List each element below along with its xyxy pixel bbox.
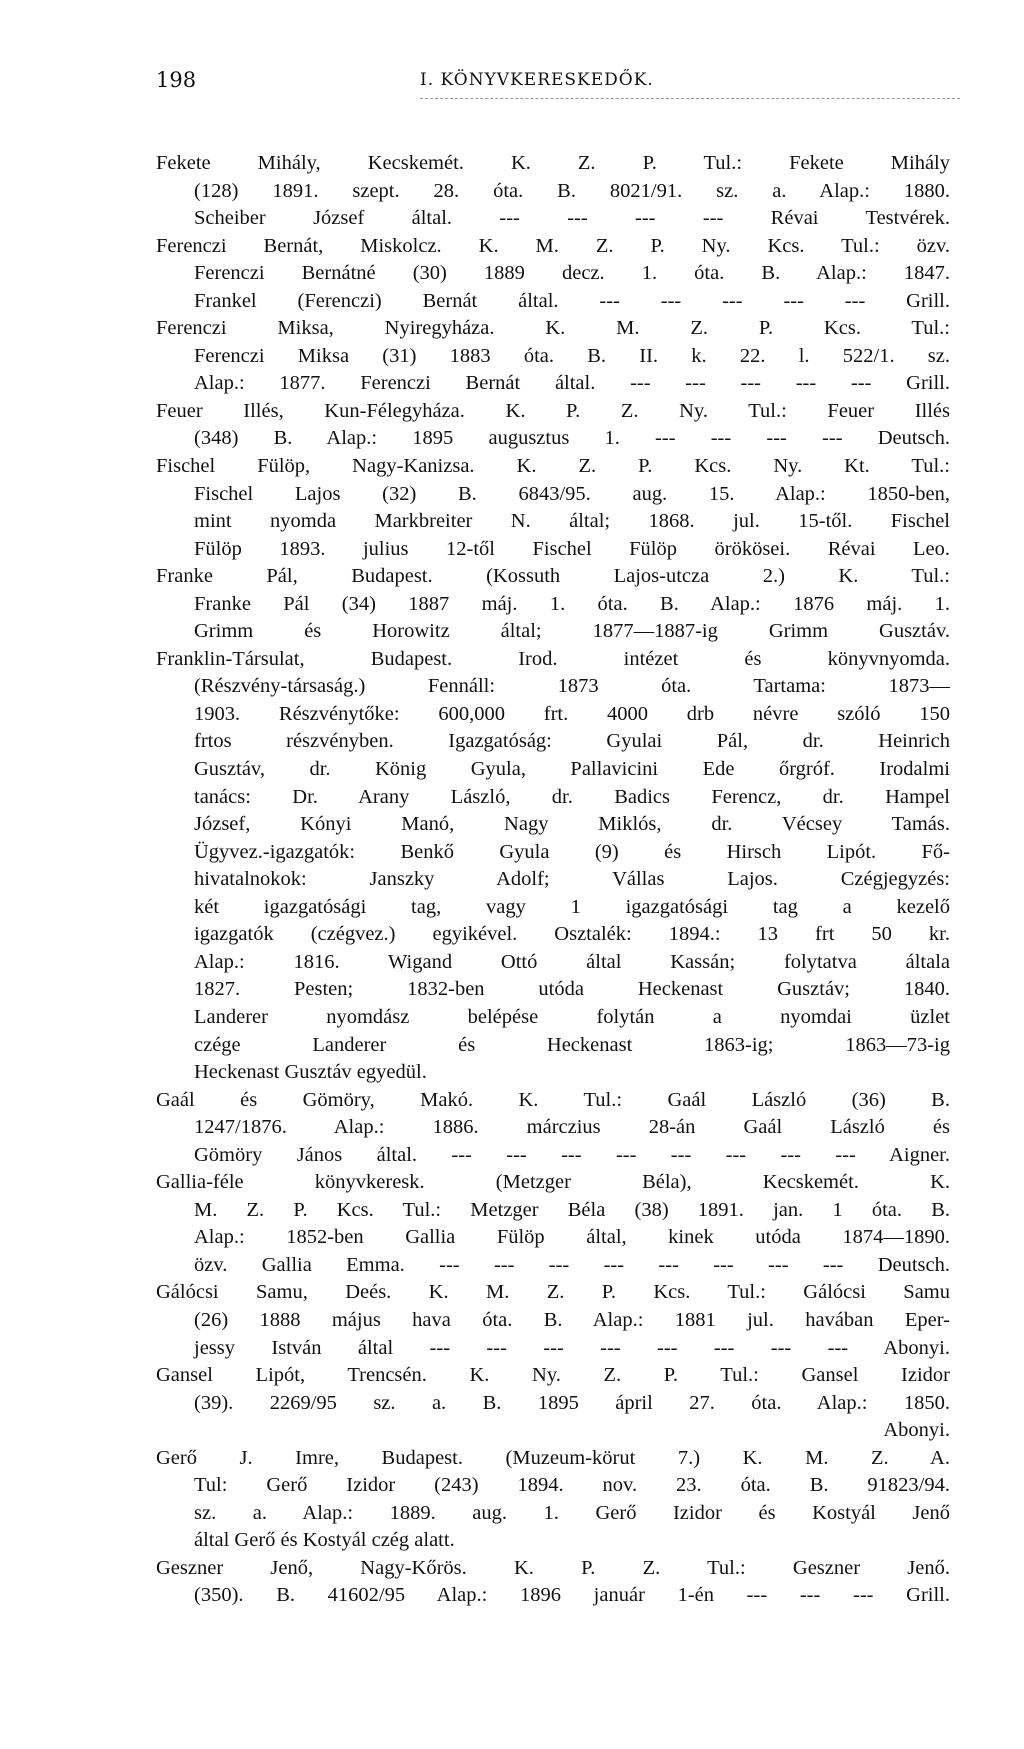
entry-line: özv. Gallia Emma. --- --- --- --- --- --- --- --- Deutsch.: [194, 1253, 950, 1276]
entry-line: Fischel Lajos (32) B. 6843/95. aug. 15. Alap.: 1850-ben,: [194, 482, 950, 505]
entry-line: Heckenast Gusztáv egyedül.: [194, 1061, 427, 1084]
entry-line: jessy István által --- --- --- --- --- --- --- --- Abonyi.: [194, 1336, 950, 1359]
entry-line: József, Kónyi Manó, Nagy Miklós, dr. Vécsey Tamás.: [194, 813, 950, 836]
entry-line: Fischel Fülöp, Nagy-Kanizsa. K. Z. P. Kcs. Ny. Kt. Tul.:: [156, 455, 950, 478]
entry-line: Ferenczi Miksa (31) 1883 óta. B. II. k. 22. l. 522/1. sz.: [194, 344, 950, 367]
entry-line: Gansel Lipót, Trencsén. K. Ny. Z. P. Tul.: Gansel Izidor: [156, 1364, 950, 1387]
entry-line: (128) 1891. szept. 28. óta. B. 8021/91. sz. a. Alap.: 1880.: [194, 179, 950, 202]
entry-line: Grimm és Horowitz által; 1877—1887-ig Grimm Gusztáv.: [194, 620, 950, 643]
page-header: [156, 68, 956, 102]
entry-line: által Gerő és Kostyál czég alatt.: [194, 1529, 455, 1552]
entry-line: czége Landerer és Heckenast 1863-ig; 1863—73-ig: [194, 1033, 950, 1056]
entry-line: Fekete Mihály, Kecskemét. K. Z. P. Tul.: Fekete Mihály: [156, 152, 950, 174]
entry-line: (26) 1888 május hava óta. B. Alap.: 1881 jul. havában Eper-: [194, 1308, 950, 1331]
entry-line: igazgatók (czégvez.) egyikével. Osztalék: 1894.: 13 frt 50 kr.: [194, 923, 950, 946]
entry-line: 1903. Részvénytőke: 600,000 frt. 4000 drb névre szóló 150: [194, 702, 950, 725]
entry-line: Alap.: 1816. Wigand Ottó által Kassán; folytatva általa: [194, 950, 950, 973]
entry-line: Alap.: 1877. Ferenczi Bernát által. --- --- --- --- --- Grill.: [194, 372, 950, 395]
entry-line: Frankel (Ferenczi) Bernát által. --- --- --- --- --- Grill.: [194, 289, 950, 312]
running-title: I. KÖNYVKERESKEDŐK.: [420, 70, 654, 90]
entry-line: Franke Pál, Budapest. (Kossuth Lajos-utcza 2.) K. Tul.:: [156, 565, 950, 588]
entry-line: Abonyi.: [883, 1419, 950, 1442]
entry-line: Franke Pál (34) 1887 máj. 1. óta. B. Alap.: 1876 máj. 1.: [194, 592, 950, 615]
page-number: 198: [156, 68, 197, 92]
entry-line: Fülöp 1893. julius 12-től Fischel Fülöp örökösei. Révai Leo.: [194, 537, 950, 560]
entry-line: 1827. Pesten; 1832-ben utóda Heckenast Gusztáv; 1840.: [194, 978, 950, 1001]
entry-line: Feuer Illés, Kun-Félegyháza. K. P. Z. Ny. Tul.: Feuer Illés: [156, 399, 950, 422]
entry-line: Ügyvez.-igazgatók: Benkő Gyula (9) és Hirsch Lipót. Fő-: [194, 840, 950, 863]
entry-line: Gerő J. Imre, Budapest. (Muzeum-körut 7.) K. M. Z. A.: [156, 1446, 950, 1469]
entry-line: Landerer nyomdász belépése folytán a nyomdai üzlet: [194, 1005, 950, 1028]
entry-line: M. Z. P. Kcs. Tul.: Metzger Béla (38) 1891. jan. 1 óta. B.: [194, 1198, 950, 1221]
entry-line: Franklin-Társulat, Budapest. Irod. intézet és könyvnyomda.: [156, 647, 950, 670]
entry-line: Scheiber József által. --- --- --- --- Révai Testvérek.: [194, 207, 950, 230]
entry-line: Gusztáv, dr. König Gyula, Pallavicini Ede őrgróf. Irodalmi: [194, 758, 950, 781]
entry-line: Tul: Gerő Izidor (243) 1894. nov. 23. óta. B. 91823/94.: [194, 1474, 950, 1497]
entry-line: (350). B. 41602/95 Alap.: 1896 január 1-én --- --- --- Grill.: [194, 1584, 950, 1607]
entry-line: tanács: Dr. Arany László, dr. Badics Ferencz, dr. Hampel: [194, 785, 950, 808]
entry-line: két igazgatósági tag, vagy 1 igazgatósági tag a kezelő: [194, 895, 950, 918]
entry-line: 1247/1876. Alap.: 1886. márczius 28-án Gaál László és: [194, 1116, 950, 1139]
entry-line: Gallia-féle könyvkeresk. (Metzger Béla), Kecskemét. K.: [156, 1171, 950, 1194]
entry-line: sz. a. Alap.: 1889. aug. 1. Gerő Izidor és Kostyál Jenő: [194, 1501, 950, 1524]
header-rule: [420, 98, 960, 99]
entry-line: Gálócsi Samu, Deés. K. M. Z. P. Kcs. Tul.: Gálócsi Samu: [156, 1281, 950, 1304]
entry-line: Gömöry János által. --- --- --- --- --- --- --- --- Aigner.: [194, 1143, 950, 1166]
entry-line: Ferenczi Bernátné (30) 1889 decz. 1. óta. B. Alap.: 1847.: [194, 262, 950, 285]
entry-line: Ferenczi Miksa, Nyiregyháza. K. M. Z. P. Kcs. Tul.:: [156, 317, 950, 340]
entry-line: mint nyomda Markbreiter N. által; 1868. jul. 15-től. Fischel: [194, 510, 950, 533]
entry-line: Gaál és Gömöry, Makó. K. Tul.: Gaál László (36) B.: [156, 1088, 950, 1111]
entry-line: Alap.: 1852-ben Gallia Fülöp által, kinek utóda 1874—1890.: [194, 1226, 950, 1249]
entry-line: Geszner Jenő, Nagy-Kőrös. K. P. Z. Tul.: Geszner Jenő.: [156, 1556, 950, 1579]
entry-line: Ferenczi Bernát, Miskolcz. K. M. Z. P. Ny. Kcs. Tul.: özv.: [156, 234, 950, 257]
entry-line: (Részvény-társaság.) Fennáll: 1873 óta. Tartama: 1873—: [194, 675, 950, 698]
directory-text: [156, 150, 950, 1610]
entry-line: hivatalnokok: Janszky Adolf; Vállas Lajos. Czégjegyzés:: [194, 868, 950, 891]
entry-line: frtos részvényben. Igazgatóság: Gyulai Pál, dr. Heinrich: [194, 730, 950, 753]
entry-line: (39). 2269/95 sz. a. B. 1895 ápril 27. óta. Alap.: 1850.: [194, 1391, 950, 1414]
entry-line: (348) B. Alap.: 1895 augusztus 1. --- --- --- --- Deutsch.: [194, 427, 950, 450]
